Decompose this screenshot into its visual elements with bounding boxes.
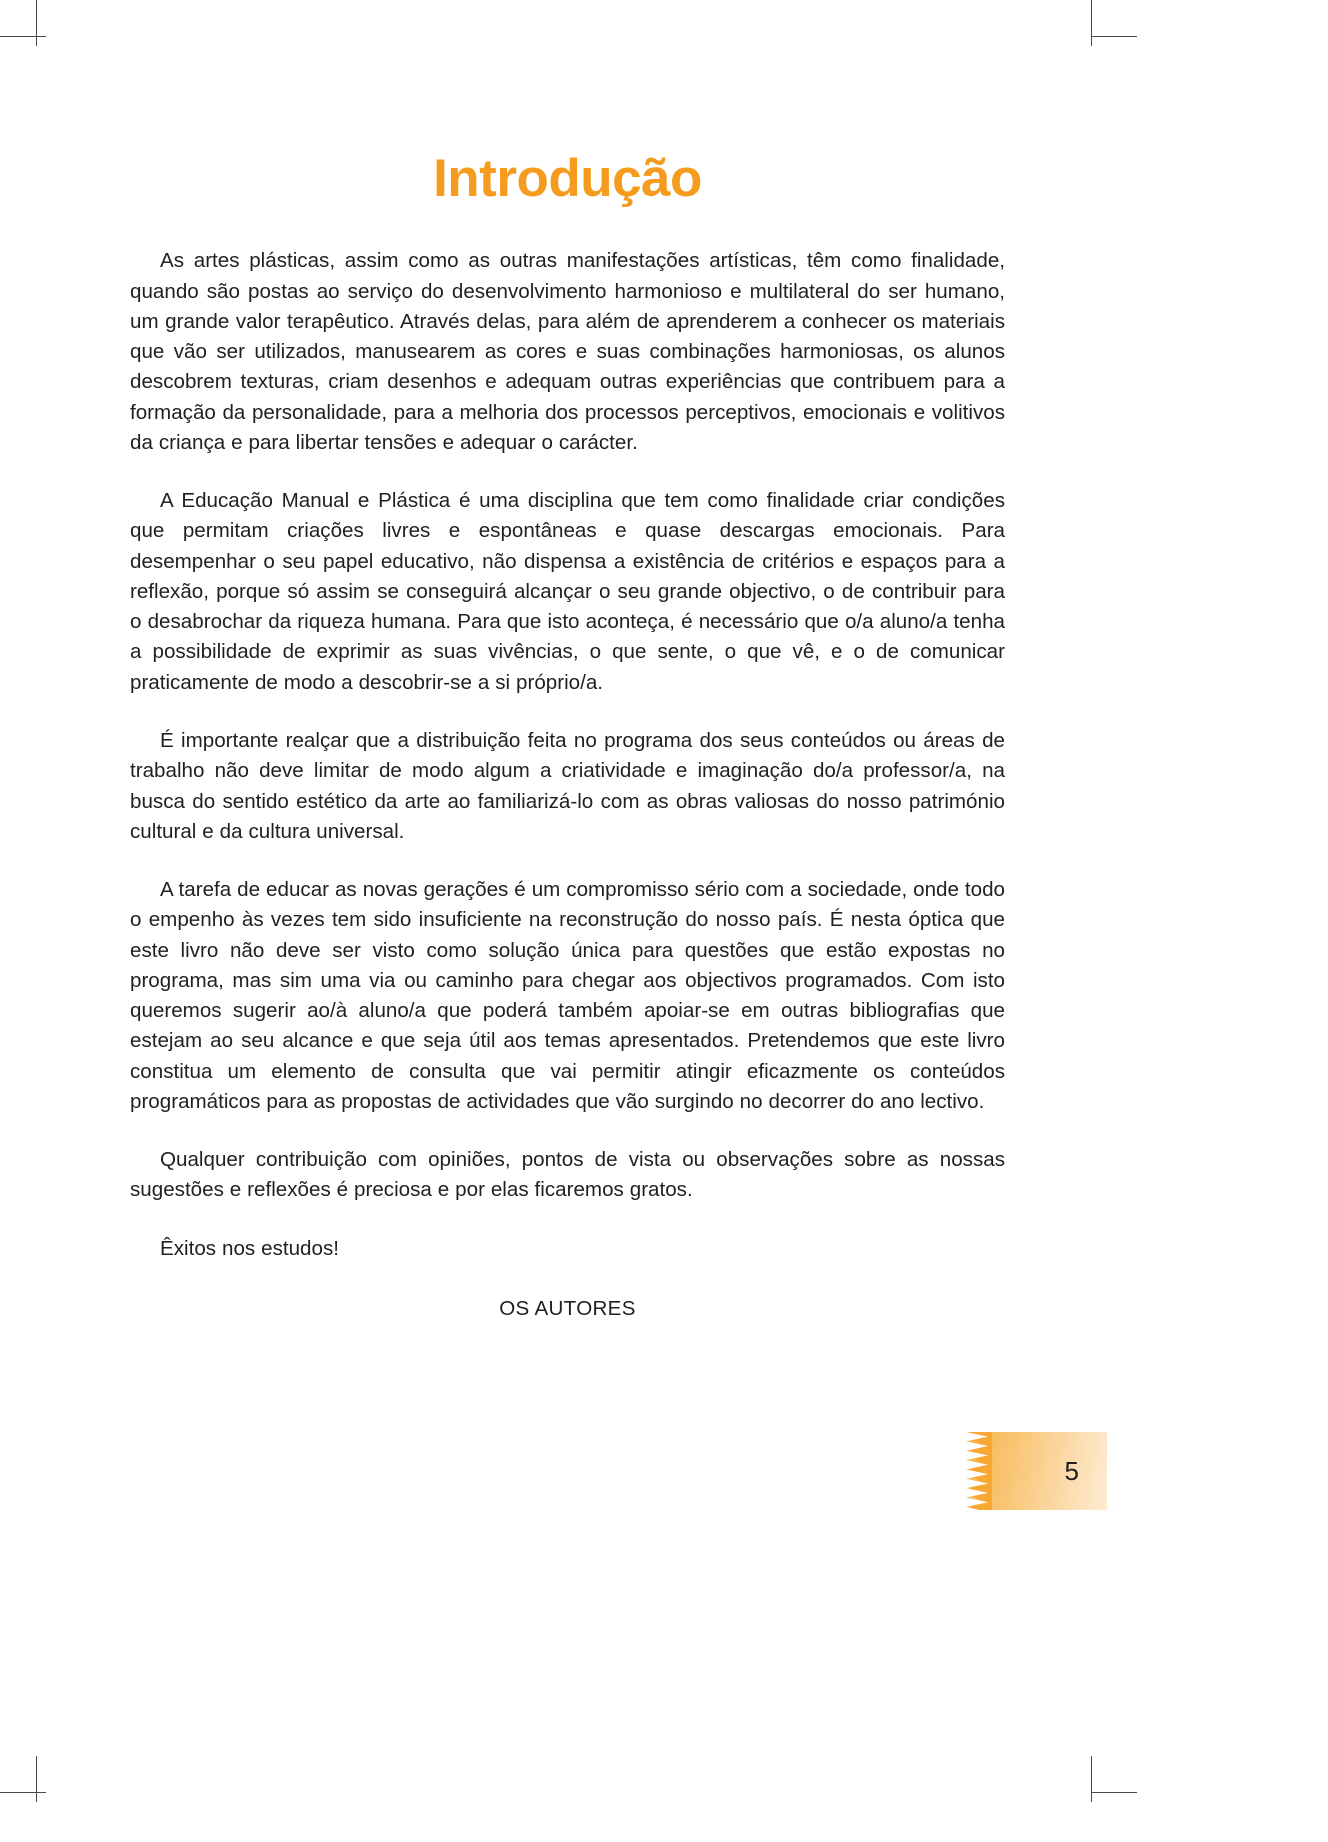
crop-mark-bottom-left-horizontal <box>0 1792 46 1793</box>
crop-mark-top-right-horizontal <box>1091 36 1137 37</box>
page-number: 5 <box>1064 1456 1079 1486</box>
page-title: Introdução <box>433 149 702 208</box>
page-content <box>130 150 1005 1324</box>
page-number-ribbon <box>966 1432 1107 1510</box>
crop-mark-bottom-right-vertical <box>1091 1756 1092 1802</box>
crop-mark-bottom-right-horizontal <box>1091 1792 1137 1793</box>
crop-mark-top-left-horizontal <box>0 36 46 37</box>
closing-line: Êxitos nos estudos! <box>160 1236 339 1260</box>
crop-mark-bottom-left-vertical <box>36 1756 37 1802</box>
body-paragraph-4: A tarefa de educar as novas gerações é um compromisso sério com a sociedade, onde todo o empenho às vezes tem sido insuficiente na reconstrução do nosso país. É nesta óptica que este livro não deve ser visto como solução única para questões que estão expostas no programa, mas sim uma via ou caminho para chegar aos objectivos programados. Com isto queremos sugerir ao/à aluno/a que poderá também apoiar-se em outras bibliografias que estejam ao seu alcance e que seja útil aos temas apresentados. Pretendemos que este livro constitua um elemento de consulta que vai permitir atingir eficazmente os conteúdos programáticos para as propostas de actividades que vão surgindo no decorrer do ano lectivo. <box>130 878 1005 1113</box>
body-paragraph-5: Qualquer contribuição com opiniões, pontos de vista ou observações sobre as nossas sugestões e reflexões é preciosa e por elas ficaremos gratos. <box>130 1148 1005 1202</box>
body-paragraph-1: As artes plásticas, assim como as outras manifestações artísticas, têm como finalidade, quando são postas ao serviço do desenvolvimento harmonioso e multilateral do ser humano, um grande valor terapêutico. Através delas, para além de aprenderem a conhecer os materiais que vão ser utilizados, manusearem as cores e suas combinações harmoniosas, os alunos descobrem texturas, criam desenhos e adequam outras experiências que contribuem para a formação da personalidade, para a melhoria dos processos perceptivos, emocionais e volitivos da criança e para libertar tensões e adequar o carácter. <box>130 249 1005 454</box>
body-paragraph-3: É importante realçar que a distribuição feita no programa dos seus conteúdos ou áreas de trabalho não deve limitar de modo algum a criatividade e imaginação do/a professor/a, na busca do sentido estético da arte ao familiarizá-lo com as obras valiosas do nosso património cultural e da cultura universal. <box>130 729 1005 843</box>
authors-signature: OS AUTORES <box>499 1297 636 1320</box>
crop-mark-top-right-vertical <box>1091 0 1092 46</box>
body-paragraph-2: A Educação Manual e Plástica é uma disciplina que tem como finalidade criar condições que permitam criações livres e espontâneas e quase descargas emocionais. Para desempenhar o seu papel educativo, não dispensa a existência de critérios e espaços para a reflexão, porque só assim se conseguirá alcançar o seu grande objectivo, o de contribuir para o desabrochar da riqueza humana. Para que isto aconteça, é necessário que o/a aluno/a tenha a possibilidade de exprimir as suas vivências, o que sente, o que vê, e o de comunicar praticamente de modo a descobrir-se a si próprio/a. <box>130 489 1005 694</box>
crop-mark-top-left-vertical <box>36 0 37 46</box>
